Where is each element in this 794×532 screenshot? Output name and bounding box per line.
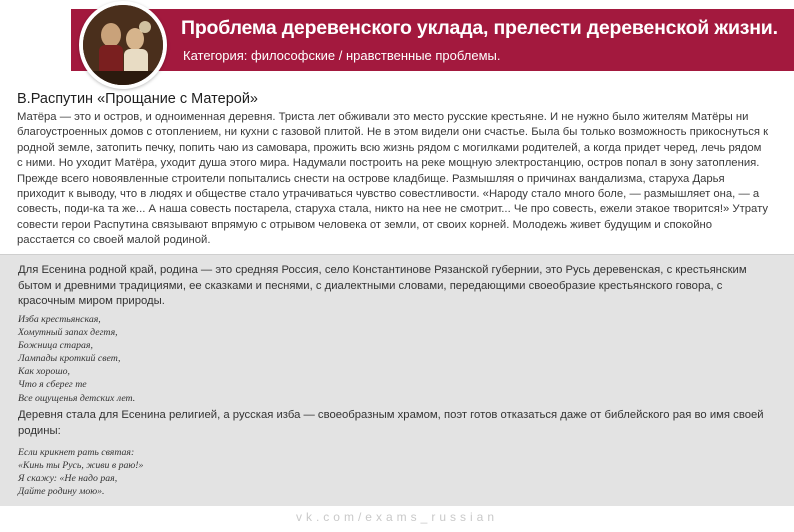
header-photo [83, 5, 163, 85]
esenin-paragraph [18, 263, 788, 310]
text-line: Деревня стала для Есенина религией, а русская изба — своеобразным храмом, поэт готов отказаться даже от библейского рая во имя своей [18, 409, 764, 421]
rasputin-paragraph [17, 110, 785, 249]
text-line: красочным миром природы. [18, 295, 165, 307]
text-line: расстается со своей малой родиной. [17, 234, 211, 247]
poem-rat-svyataya [18, 446, 143, 498]
text-line: благоустроенных домов с отоплением, ни кухни с газовой плитой. Не в этом видели они счастье. Была бы только возможность прикоснуться к [17, 126, 769, 139]
poem-line: Изба крестьянская, [18, 314, 101, 325]
poem-line: Дайте родину мою». [18, 486, 105, 498]
text-line: бытом и древними традициями, ее сказками и песнями, с диалектными словами, передающими своеобразие крестьянского говора, с [18, 279, 723, 292]
poem-line: Я скажу: «Не надо рая, [18, 473, 118, 485]
text-line: родины: [18, 424, 61, 437]
text-line: Для Есенина родной край, родина — это средняя Россия, село Константинове Рязанской губернии, это Русь деревенская, с крестьянским [18, 264, 747, 276]
text-line: совести герои Распутина связывают впрямую с отрывом человека от земли, от своих корней. Молодежь живет будущим и спокойно [17, 218, 713, 231]
category-subtitle: Категория: философские / нравственные проблемы. [183, 48, 501, 63]
poem-line: Все ощущенья детских лет. [18, 392, 136, 404]
poem-line: Если крикнет рать святая: [18, 447, 135, 458]
watermark: vk.com/exams_russian [295, 510, 499, 524]
poem-line: Божница старая, [18, 340, 93, 352]
painting-image [83, 5, 163, 85]
panel-divider [0, 254, 794, 255]
religion-paragraph [18, 408, 788, 439]
text-line: приходит к выводу, что в людях и обществе стало утрачиваться чувство совестливости. «Народу стало много боле, — размышляет она, — а [17, 188, 760, 201]
text-line: совесть, поди-ка та же... А наша совесть постарела, старуха стала, никто на нее не смотрит... Че про совесть, ежели этакое творится!» Утрату [17, 203, 769, 216]
text-line: Прежде всего новоявленные строители попытались снести на острове кладбище. Размышляя о причинах вандализма, старуха Дарья [17, 172, 725, 185]
poem-line: Лампады кроткий свет, [18, 353, 121, 365]
text-line: с ними. Но уходит Матёра, уходит душа этого мира. Надумали построить на реке мощную электростанцию, остров попал в зону затопления. [17, 157, 760, 170]
poem-line: Как хорошо, [18, 366, 70, 378]
section-heading: В.Распутин «Прощание с Матерой» [17, 91, 258, 107]
poem-line: «Кинь ты Русь, живи в раю!» [18, 460, 144, 472]
poem-izba [18, 313, 135, 405]
header-banner [71, 9, 794, 71]
text-line: Матёра — это и остров, и одноименная деревня. Триста лет обживали это место русские крестьяне. И не нужно было жителям Матёры ни [17, 111, 749, 123]
text-line: родной земле, затопить печку, попить чаю из самовара, прожить всю жизнь рядом с могилками родителей, а когда придет черед, лечь рядом [17, 141, 762, 154]
poem-line: Что я сберег те [18, 379, 87, 391]
poem-line: Хомутный запах дегтя, [18, 327, 118, 339]
page-title: Проблема деревенского уклада, прелести деревенской жизни. [181, 17, 778, 39]
